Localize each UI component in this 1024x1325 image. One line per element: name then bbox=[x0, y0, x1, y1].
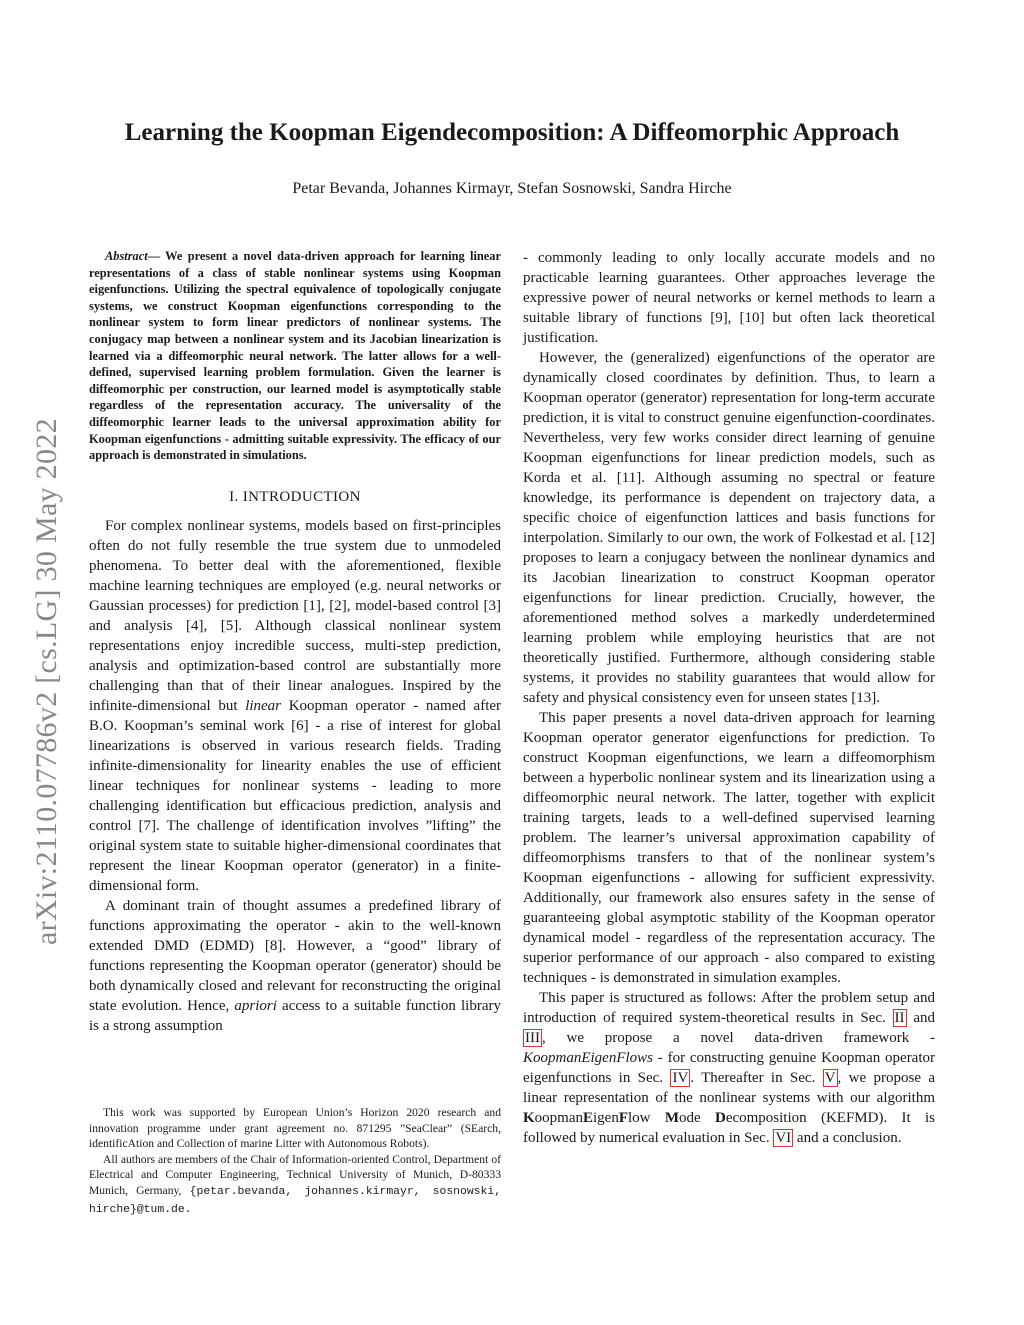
abstract-text: — We present a novel data-driven approach for learning linear representations of a class of stable nonlinear systems using Koopman eigenfunctions. Utilizing the spectral equivalence of topologically conjugate systems, we construct Koopman eigenfunctions corresponding to the nonlinear system to form linear predictors of nonlinear systems. The conjugacy map between a nonlinear system and its Jacobian linearization is learned via a diffeomorphic neural network. The latter allows for a well-defined, supervised learning problem formulation. Given the learner is diffeomorphic per construction, our learned model is asymptotically stable regardless of the representation accuracy. The universality of the diffeomorphic learner leads to the universal approximation ability for Koopman eigenfunctions - admitting suitable expressivity. The efficacy of our approach is demonstrated in simulations. bbox=[89, 249, 501, 463]
intro-paragraph-5: This paper presents a novel data-driven approach for learning Koopman operator generator eigenfunctions for prediction. To construct Koopman eigenfunctions, we learn a diffeomorphism between a hyperbolic nonlinear system and its linearization using a diffeomorphic neural network. The latter, together with explicit training targets, leads to a well-defined supervised learning problem. The learner’s universal approximation capability of diffeomorphisms transfers to that of the nonlinear system’s Koopman eigenfunctions - allowing for sufficient expressivity. Additionally, our framework also ensures safety in the sense of guaranteeing global asymptotic stability of the Koopman operator dynamical model - regardless of the representation accuracy. The superior performance of our approach - also compared to existing techniques - is demonstrated in simulation examples. bbox=[523, 710, 935, 986]
section-link-iv[interactable]: IV bbox=[672, 1070, 689, 1086]
abstract-label: Abstract bbox=[105, 249, 148, 263]
right-column bbox=[523, 248, 935, 1148]
intro-paragraph-6: This paper is structured as follows: After the problem setup and introduction of required system-theoretical results in Sec. II and III , we propose a novel data-driven framework - KoopmanEigenFlows - for constructing genuine Koopman operator eigenfunctions in Sec. IV . Thereafter in Sec. V , we propose a linear representation of the nonlinear systems with our algorithm KoopmanEigenFlow Mode Decomposition (KEFMD). It is followed by numerical evaluation in Sec. VI and a conclusion. bbox=[523, 990, 936, 1146]
author-list: Petar Bevanda, Johannes Kirmayr, Stefan Sosnowski, Sandra Hirche bbox=[292, 180, 732, 197]
arxiv-watermark: arXiv:2110.07786v2 [cs.LG] 30 May 2022 bbox=[30, 418, 63, 945]
section-link-v[interactable]: V bbox=[824, 1070, 836, 1086]
left-column bbox=[89, 248, 501, 1036]
section-heading-introduction: I. INTRODUCTION bbox=[229, 488, 361, 505]
footnote-affiliation: All authors are members of the Chair of Information-oriented Control, Department of Electrical and Computer Engineering, Technical University of Munich, D-80333 Munich, Germany, {petar.bevanda, johannes.kirmayr, sosnowski, hirche}@tum.de. bbox=[89, 1152, 502, 1216]
intro-paragraph-2: A dominant train of thought assumes a predefined library of functions approximating the operator - akin to the well-known extended DMD (EDMD) [8]. However, a “good” library of functions representing the Koopman operator (generator) should be both dynamically closed and relevant for reconstructing the original state evolution. Hence, apriori access to a suitable function library is a strong assumption bbox=[89, 897, 501, 1034]
section-link-iii[interactable]: III bbox=[525, 1030, 540, 1046]
footnote-funding: This work was supported by European Union’s Horizon 2020 research and innovation programme under grant agreement no. 871295 ”SeaClear” (SEarch, identificAtion and Collection of marine Litter with Autonomous Robots). bbox=[89, 1106, 501, 1151]
paper-title: Learning the Koopman Eigendecomposition: A Diffeomorphic Approach bbox=[124, 119, 900, 146]
section-link-ii[interactable]: II bbox=[894, 1010, 905, 1026]
algorithm-name: KoopmanEigenFlow Mode Decomposition bbox=[523, 1110, 807, 1126]
intro-paragraph-4: However, the (generalized) eigenfunctions of the operator are dynamically closed coordinates by definition. Thus, to learn a Koopman operator (generator) representation for long-term accurate prediction, it is vital to construct genuine eigenfunction-coordinates. Nevertheless, very few works consider direct learning of genuine Koopman eigenfunctions for linear prediction models, such as Korda et al. [11]. Although assuming no spectral or feature knowledge, its performance is dependent on trajectory data, a specific choice of eigenfunction lattices and basis functions for interpolation. Similarly to our own, the work of Folkestad et al. [12] proposes to learn a conjugacy between the nonlinear dynamics and its Jacobian linearization to construct Koopman operator eigenfunctions for linear prediction. Crucially, however, the aforementioned method solves a markedly underdetermined learning problem while employing heuristics that are not theoretically justified. Furthermore, although considering stable systems, it provides no stability guarantees that would allow for safety and physical consistency even for unseen states [13]. bbox=[523, 350, 935, 706]
intro-paragraph-1: For complex nonlinear systems, models based on first-principles often do not fully resemble the true system due to unmodeled phenomena. To better deal with the aforementioned, flexible machine learning techniques are employed (e.g. neural networks or Gaussian processes) for prediction [1], [2], model-based control [3] and analysis [4], [5]. Although classical nonlinear system representations enjoy incredible success, multi-step prediction, analysis and optimization-based control are substantially more challenging than that of their linear analogues. Inspired by the infinite-dimensional but linear Koopman operator - named after B.O. Koopman’s seminal work [6] - a rise of interest for global linearizations is observed in various research fields. Trading infinite-dimensionality for linearity enables the use of efficient linear techniques for nonlinear systems - leading to more challenging identification but efficacious prediction, analysis and control [7]. The challenge of identification involves ”lifting” the original system state to suitable higher-dimensional coordinates that represent the linear Koopman operator (generator) in a finite-dimensional form. bbox=[89, 517, 502, 894]
author-emails: {petar.bevanda, johannes.kirmayr, sosnowski, hirche}@tum.de. bbox=[89, 1185, 502, 1216]
footnotes bbox=[89, 1105, 501, 1218]
abstract bbox=[89, 248, 501, 464]
section-link-vi[interactable]: VI bbox=[775, 1130, 792, 1146]
intro-paragraph-3: - commonly leading to only locally accurate models and no practicable learning guarantees. Other approaches leverage the expressive power of neural networks or kernel methods to learn a suitable library of functions [9], [10] but often lack theoretical justification. bbox=[523, 250, 935, 346]
